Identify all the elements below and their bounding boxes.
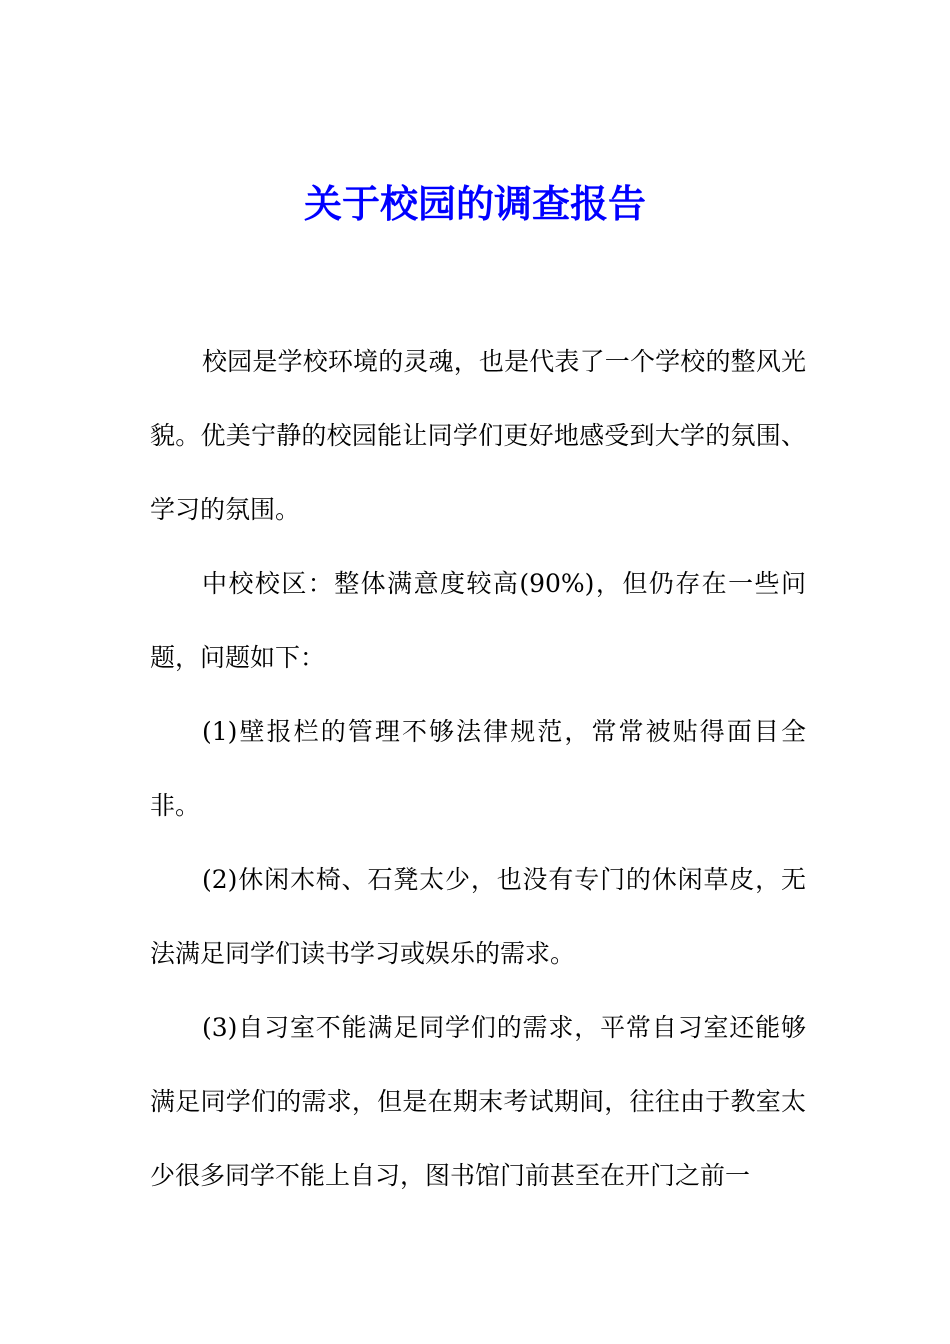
document-title: 关于校园的调查报告 <box>303 181 646 226</box>
paragraph-intro: 校园是学校环境的灵魂，也是代表了一个学校的整风光貌。优美宁静的校园能让同学们更好地感受到大学的氛围、学习的氛围。 <box>150 347 806 524</box>
paragraph-issue-3: (3)自习室不能满足同学们的需求，平常自习室还能够满足同学们的需求，但是在期末考试期间，往往由于教室太少很多同学不能上自习，图书馆门前甚至在开门之前一 <box>150 1013 806 1190</box>
paragraph-issue-2: (2)休闲木椅、石凳太少，也没有专门的休闲草皮，无法满足同学们读书学习或娱乐的需求。 <box>150 865 806 968</box>
paragraph-issue-1: (1)壁报栏的管理不够法律规范，常常被贴得面目全非。 <box>150 717 806 820</box>
paragraph-campus-summary: 中校校区：整体满意度较高(90%)，但仍存在一些问题，问题如下： <box>150 569 806 672</box>
document-body <box>150 325 806 1213</box>
